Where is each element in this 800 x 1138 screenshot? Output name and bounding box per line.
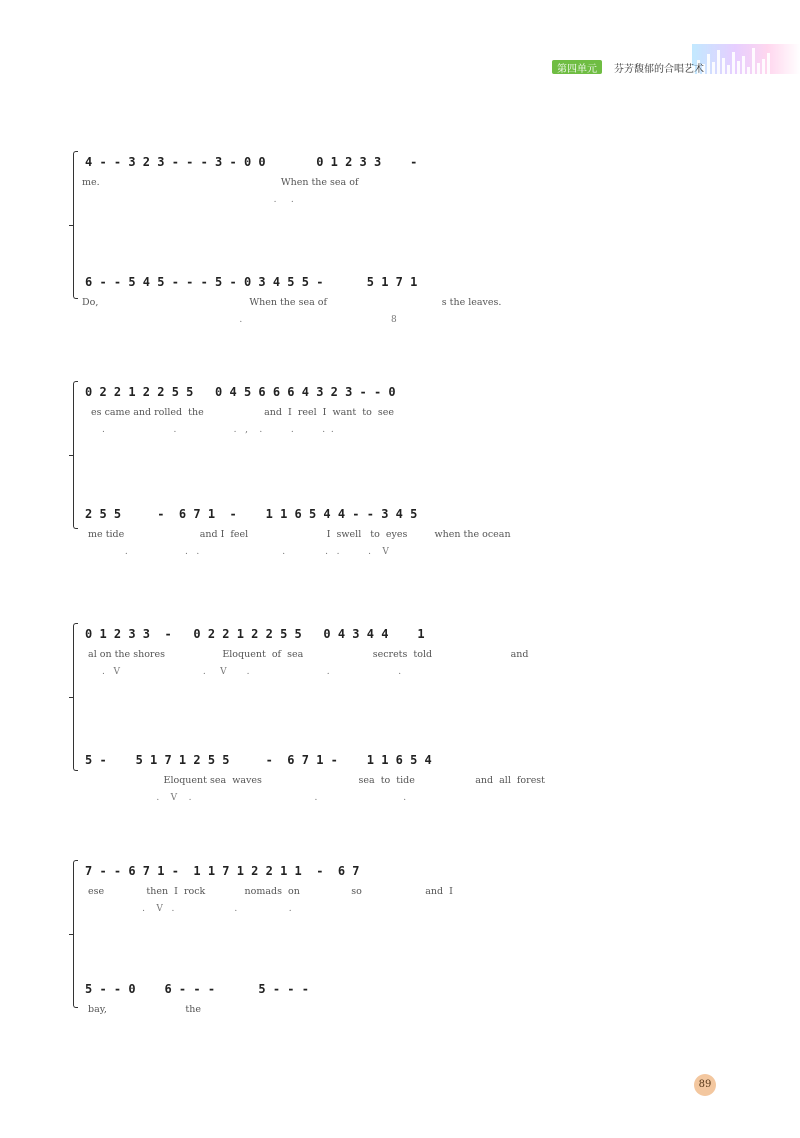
lower-lyrics: Eloquent sea waves sea to tide and all forest (82, 775, 546, 786)
rainbow-decoration (692, 44, 800, 74)
upper-notes: 7 - - 6 7 1 - 1 1 7 1 2 2 1 1 - 6 7 (85, 864, 360, 878)
upper-lyrics: es came and rolled the and I reel I want to see (82, 407, 394, 418)
lower-notes: 2 5 5 - 6 7 1 - 1 1 6 5 4 4 - - 3 4 5 (85, 507, 418, 521)
header-title: 芬芳馥郁的合唱艺术 (614, 64, 704, 75)
upper-voice (0, 864, 800, 914)
upper-lyrics: ese then I rock nomads on so and I (82, 886, 453, 897)
lower-marks: . 8 (82, 315, 397, 325)
upper-marks: . V . . . (82, 904, 292, 914)
lower-voice (0, 507, 800, 557)
lower-marks: . V . . . (82, 793, 407, 803)
lower-voice (0, 753, 800, 803)
upper-voice (0, 627, 800, 677)
lower-notes: 5 - - 0 6 - - - 5 - - - (85, 982, 309, 996)
upper-voice (0, 155, 800, 205)
lower-notes: 6 - - 5 4 5 - - - 5 - 0 3 4 5 5 - 5 1 7 1 (85, 275, 418, 289)
lower-lyrics: Do, When the sea of s the leaves. (82, 297, 502, 308)
upper-lyrics: me. When the sea of (82, 177, 359, 188)
upper-lyrics: al on the shores Eloquent of sea secrets told and (82, 649, 529, 660)
page-number: 89 (694, 1074, 716, 1096)
upper-notes: 0 2 2 1 2 2 5 5 0 4 5 6 6 6 4 3 2 3 - - 0 (85, 385, 396, 399)
upper-voice (0, 385, 800, 435)
upper-notes: 4 - - 3 2 3 - - - 3 - 0 0 0 1 2 3 3 - (85, 155, 418, 169)
lower-voice (0, 275, 800, 325)
unit-badge: 第四单元 (552, 60, 602, 74)
lower-voice (0, 982, 800, 1015)
lower-lyrics: bay, the (82, 1004, 201, 1015)
lower-lyrics: me tide and I feel I swell to eyes when the ocean (82, 529, 511, 540)
upper-marks: . . (82, 195, 294, 205)
lower-marks: . . . . . . . V (82, 547, 389, 557)
upper-marks: . V . V . . . (82, 667, 402, 677)
page-header (552, 60, 800, 74)
lower-notes: 5 - 5 1 7 1 2 5 5 - 6 7 1 - 1 1 6 5 4 (85, 753, 432, 767)
upper-marks: . . . , . . . . (82, 425, 334, 435)
upper-notes: 0 1 2 3 3 - 0 2 2 1 2 2 5 5 0 4 3 4 4 1 (85, 627, 425, 641)
